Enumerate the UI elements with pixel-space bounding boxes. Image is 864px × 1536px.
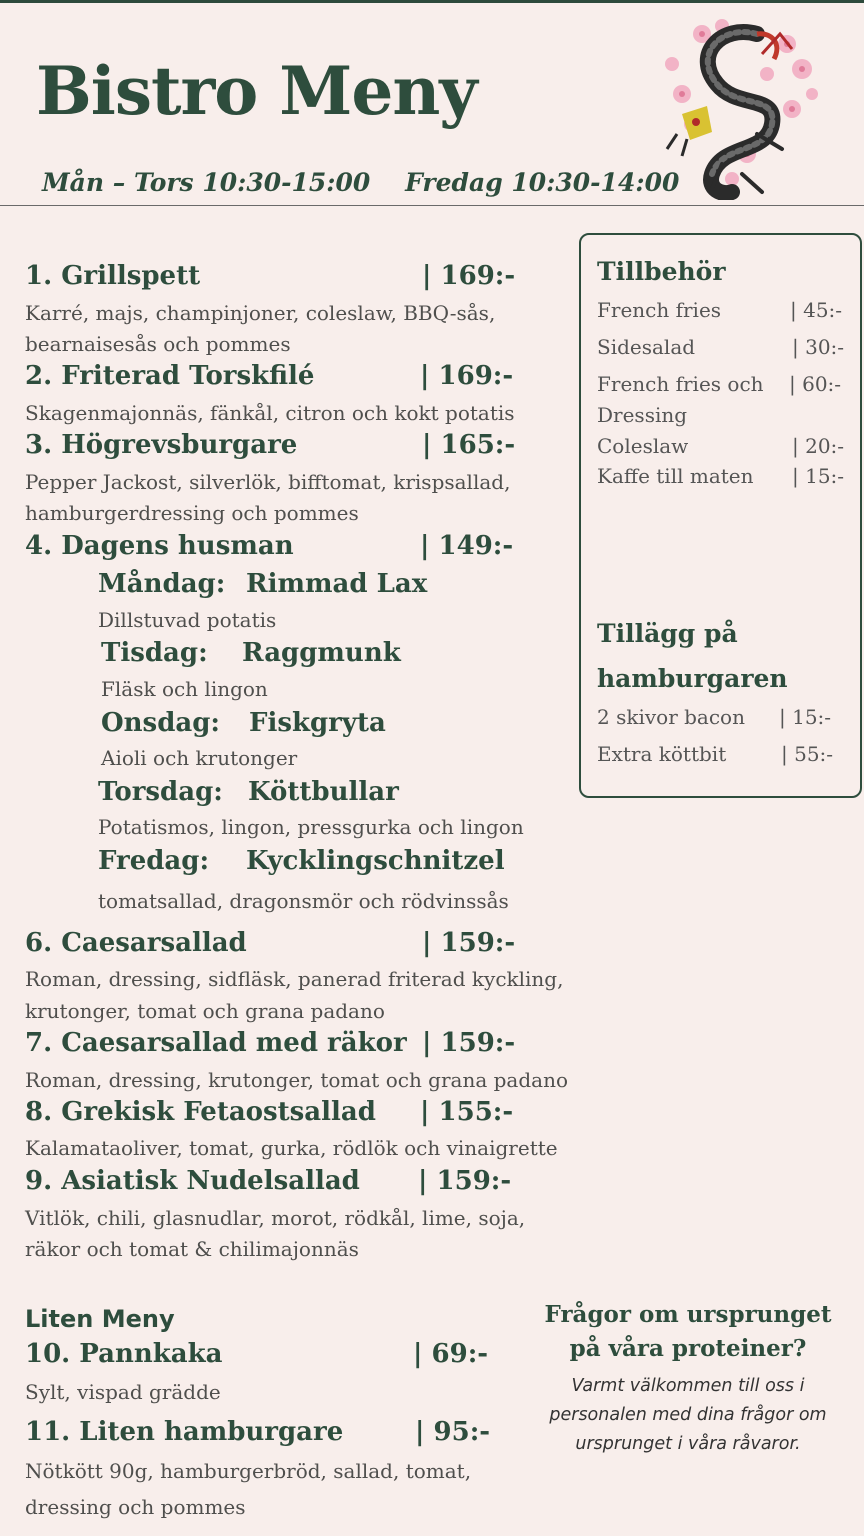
menu-item-price: | 155:- [420,1097,514,1127]
menu-item-desc: hamburgerdressing och pommes [25,501,359,525]
tillagg-item-price: | 55:- [781,742,834,766]
dragon-with-cherry-blossoms-icon [662,14,822,200]
tillbehor-item-label: French fries [597,298,722,322]
menu-item-price: | 169:- [422,261,516,291]
tillagg-item-label: 2 skivor bacon [597,705,745,729]
menu-item-name: 2. Friterad Torskfilé [25,361,315,391]
tillagg-heading: Tillägg på [597,619,738,648]
menu-item-desc: bearnaisesås och pommes [25,332,291,356]
menu-item-price: | 169:- [420,361,514,391]
menu-item-desc: Skagenmajonnäs, fänkål, citron och kokt potatis [25,401,515,425]
menu-item-desc: Vitlök, chili, glasnudlar, morot, rödkål, lime, soja, [25,1206,526,1230]
tillagg-item-label: Extra köttbit [597,742,727,766]
tillbehor-item-label: Dressing [597,403,688,427]
menu-item-price: | 159:- [418,1166,512,1196]
menu-item-desc: Pepper Jackost, silverlök, bifftomat, krispsallad, [25,470,511,494]
husman-day-label: Måndag: [98,569,226,599]
protein-origin-question [527,1298,849,1366]
husman-dish: Raggmunk [242,638,401,668]
menu-item-desc: räkor och tomat & chilimajonnäs [25,1237,359,1261]
menu-item-name: 8. Grekisk Fetaostsallad [25,1097,376,1127]
tillbehor-item-price: | 20:- [792,434,845,458]
husman-desc: Potatismos, lingon, pressgurka och lingon [98,815,524,839]
menu-item-name: 1. Grillspett [25,261,201,291]
husman-desc: Dillstuvad potatis [98,608,277,632]
page-title: Bistro Meny [36,52,477,130]
menu-item-desc: Karré, majs, champinjoner, coleslaw, BBQ-sås, [25,301,496,325]
menu-item-price: | 159:- [422,1028,516,1058]
tillbehor-item-price: | 60:- [789,372,842,396]
tillbehor-item-price: | 45:- [790,298,843,322]
menu-item-name: 7. Caesarsallad med räkor [25,1028,407,1058]
question-line: Frågor om ursprunget [544,1301,832,1328]
tillbehor-heading: Tillbehör [597,257,726,286]
husman-desc: Aioli och krutonger [101,746,298,770]
header-divider [0,205,864,206]
note-line: ursprunget i våra råvaror. [575,1434,801,1454]
menu-item-name: 3. Högrevsburgare [25,430,298,460]
menu-item-name: 9. Asiatisk Nudelsallad [25,1166,360,1196]
menu-item-price: | 95:- [415,1417,491,1447]
protein-origin-note [520,1372,856,1459]
tillbehor-item-label: Sidesalad [597,335,696,359]
tillbehor-item-label: Kaffe till maten [597,464,754,488]
husman-day-label: Torsdag: [98,777,223,807]
menu-item-price: | 149:- [420,531,514,561]
menu-item-name: 4. Dagens husman [25,531,294,561]
note-line: Varmt välkommen till oss i [571,1376,805,1396]
tillagg-heading: hamburgaren [597,664,788,693]
menu-item-desc: Sylt, vispad grädde [25,1380,221,1404]
husman-dish: Köttbullar [248,777,399,807]
tillbehor-item-label: French fries och [597,372,764,396]
menu-item-desc: Roman, dressing, krutonger, tomat och grana padano [25,1068,569,1092]
husman-day-label: Onsdag: [101,708,220,738]
tillbehor-item-price: | 15:- [792,464,845,488]
menu-item-price: | 159:- [422,928,516,958]
husman-dish: Fiskgryta [249,708,386,738]
liten-meny-heading: Liten Meny [25,1305,175,1333]
menu-item-desc: Nötkött 90g, hamburgerbröd, sallad, tomat, [25,1459,472,1483]
tillbehor-item-price: | 30:- [792,335,845,359]
question-line: på våra proteiner? [569,1335,807,1362]
opening-hours: Mån – Tors 10:30-15:00 Fredag 10:30-14:00 [42,168,680,197]
menu-item-desc: krutonger, tomat och grana padano [25,999,385,1023]
menu-item-desc: Roman, dressing, sidfläsk, panerad friterad kyckling, [25,967,564,991]
husman-dish: Rimmad Lax [246,569,428,599]
top-border [0,0,864,3]
husman-day-label: Tisdag: [101,638,208,668]
menu-item-name: 6. Caesarsallad [25,928,247,958]
tillagg-item-price: | 15:- [779,705,832,729]
tillbehor-item-label: Coleslaw [597,434,689,458]
note-line: personalen med dina frågor om [549,1405,827,1425]
menu-item-name: 11. Liten hamburgare [25,1417,344,1447]
menu-item-price: | 69:- [413,1339,489,1369]
menu-item-desc: Kalamataoliver, tomat, gurka, rödlök och vinaigrette [25,1136,558,1160]
menu-item-desc: dressing och pommes [25,1495,246,1519]
menu-item-name: 10. Pannkaka [25,1339,223,1369]
husman-desc: tomatsallad, dragonsmör och rödvinssås [98,889,509,913]
menu-item-price: | 165:- [422,430,516,460]
husman-dish: Kycklingschnitzel [246,846,505,876]
husman-day-label: Fredag: [98,846,210,876]
husman-desc: Fläsk och lingon [101,677,268,701]
